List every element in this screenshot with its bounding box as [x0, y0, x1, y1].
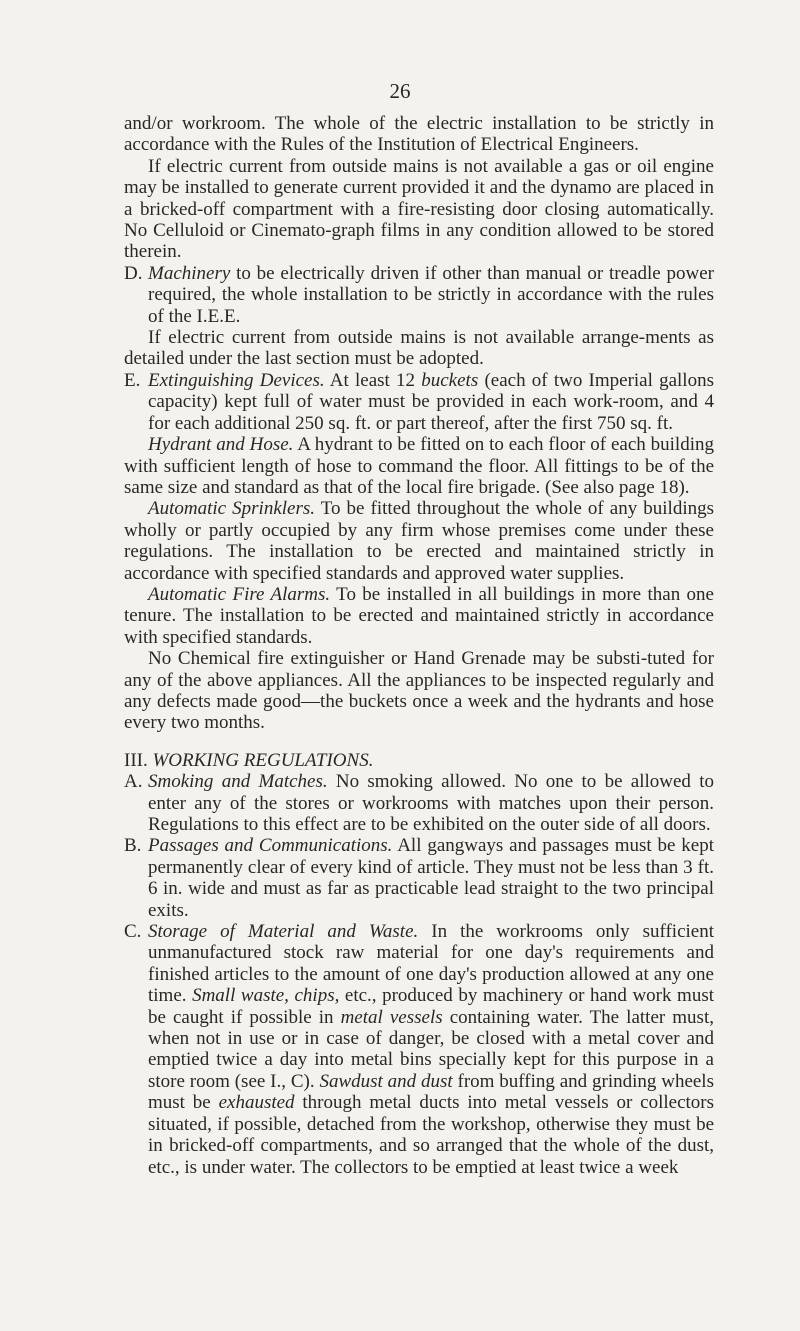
paragraph-hydrant — [124, 434, 714, 498]
section-number: III. — [124, 749, 148, 771]
item-text: containing water. The latter must, when not in use or in case of danger, be closed with a metal cover and emptied twice a day into metal bins specially kept for this purpose in a store room (see I., C). — [148, 1006, 714, 1092]
item-text: (each of two Imperial gallons capacity) kept full of water must be provided in each work-room, and 4 for each additional 250 sq. ft. or part thereof, after the first 750 sq. ft. — [148, 369, 714, 434]
item-text: No smoking allowed. No one to be allowed to enter any of the stores or workrooms with matches upon their person. Regulations to this effect are to be exhibited on the outer side of all doors. — [148, 771, 714, 835]
item-text: from buffing and grinding wheels must be — [148, 1070, 714, 1114]
paragraph-text: A hydrant to be fitted on to each floor of each building with sufficient length of hose to command the floor. All fittings to be of the same size and standard as that of the local fire brigade. (See also page 18). — [124, 434, 714, 498]
subheading-hydrant: Hydrant and Hose. — [148, 434, 294, 456]
paragraph-text: To be installed in all buildings in more than one tenure. The installation to be erected and maintained strictly in accordance with specified standards. — [124, 583, 714, 648]
item-label: B. — [124, 835, 142, 857]
subheading-sprinklers: Automatic Sprinklers. — [148, 498, 316, 520]
item-text: through metal ducts into metal vessels or collectors situated, if possible, detached from the workshop, otherwise they must be in bricked-off compartments, and so arranged that the whole of the dust, etc., is under water. The collectors to be emptied at least twice a week — [148, 1092, 714, 1178]
item-text: All gangways and passages must be kept permanently clear of every kind of article. They must not be less than 3 ft. 6 in. wide and must as far as practicable lead straight to the two principal exits. — [148, 835, 714, 921]
paragraph-chemical: No Chemical fire extinguisher or Hand Grenade may be substi-tuted for any of the above appliances. All the appliances to be inspected regularly and any defects made good—the buckets once a week and the hydrants and hose every two months. — [124, 648, 714, 734]
item-d-machinery — [124, 263, 714, 327]
item-text: In the workrooms only sufficient unmanufactured stock raw material for one day's requirements and finished articles to the amount of one day's production allowed at any one time. — [148, 921, 714, 1007]
item-b-passages — [124, 835, 714, 921]
paragraph-installation: and/or workroom. The whole of the electric installation to be strictly in accordance with the Rules of the Institution of Electrical Engineers. — [124, 113, 714, 156]
paragraph-text: To be fitted throughout the whole of any buildings wholly or partly occupied by any firm whose premises come under these regulations. The installation to be erected and maintained strictly in accordance with specified standards and approved water supplies. — [124, 498, 714, 584]
section-title: WORKING REGULATIONS. — [152, 749, 374, 771]
item-title: Extinguishing Devices. — [148, 369, 325, 391]
item-c-storage — [124, 921, 714, 1178]
item-a-smoking — [124, 771, 714, 835]
item-text: etc., produced by machinery or hand work must be caught if possible in — [148, 985, 714, 1028]
paragraph-arrangements: If electric current from outside mains is not available arrange-ments as detailed under the last section must be adopted. — [124, 327, 714, 370]
paragraph-sprinklers — [124, 498, 714, 584]
emphasis-small-waste: Small waste, chips, — [192, 985, 340, 1007]
item-title: Smoking and Matches. — [148, 771, 328, 793]
emphasis-buckets: buckets — [421, 369, 479, 391]
body-text — [124, 113, 714, 1178]
paragraph-engine: If electric current from outside mains is not available a gas or oil engine may be installed to generate current provided it and the dynamo are placed in a bricked-off compartment with a fire-resisting door closing automatically. No Celluloid or Cinemato-graph films in any condition allowed to be stored therein. — [124, 155, 714, 263]
page-number: 26 — [389, 79, 411, 103]
item-text: At least 12 — [324, 369, 422, 391]
emphasis-sawdust: Sawdust and dust — [319, 1070, 453, 1092]
item-title: Passages and Communications. — [148, 835, 393, 857]
subheading-fire-alarms: Automatic Fire Alarms. — [148, 583, 331, 605]
item-label: A. — [124, 771, 143, 793]
item-label: C. — [124, 921, 142, 943]
emphasis-metal-vessels: metal vessels — [340, 1006, 443, 1028]
emphasis-exhausted: exhausted — [218, 1092, 295, 1114]
item-text: to be electrically driven if other than manual or treadle power required, the whole installation to be strictly in accordance with the rules of the I.E.E. — [148, 262, 714, 327]
item-title: Storage of Material and Waste. — [148, 921, 419, 943]
item-label: D. — [124, 262, 143, 284]
item-label: E. — [124, 369, 141, 391]
section-heading — [124, 750, 714, 771]
paragraph-fire-alarms — [124, 584, 714, 648]
item-e-extinguishing — [124, 370, 714, 434]
item-title: Machinery — [148, 262, 231, 284]
